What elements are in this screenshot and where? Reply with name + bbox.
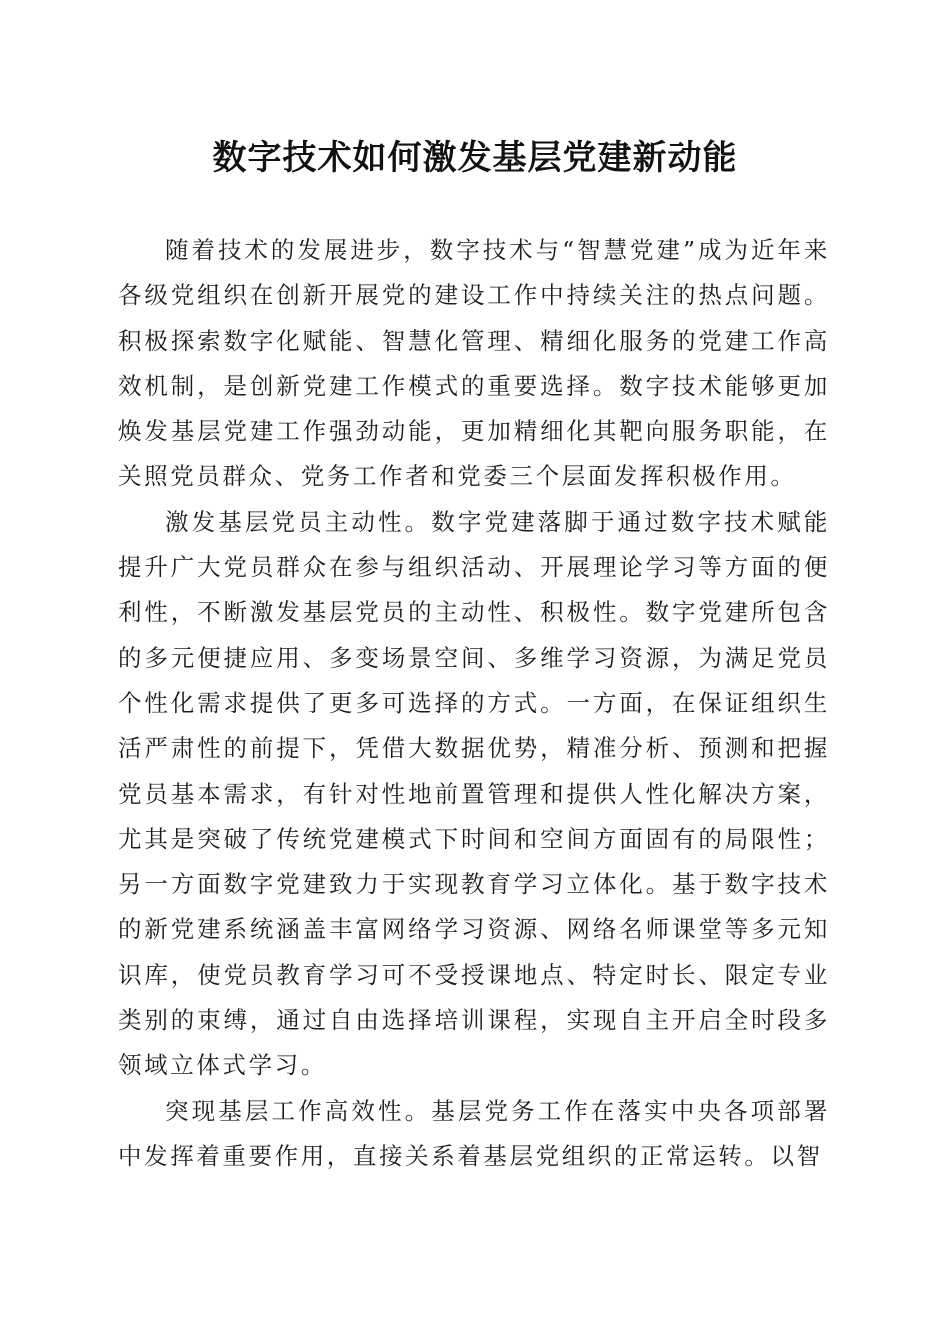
document-body <box>118 228 830 1179</box>
paragraph-party-member-initiative: 激发基层党员主动性。数字党建落脚于通过数字技术赋能提升广大党员群众在参与组织活动、开展理论学习等方面的便利性，不断激发基层党员的主动性、积极性。数字党建所包含的多元便捷应用、多变场景空间、多维学习资源，为满足党员个性化需求提供了更多可选择的方式。一方面，在保证组织生活严肃性的前提下，凭借大数据优势，精准分析、预测和把握党员基本需求，有针对性地前置管理和提供人性化解决方案，尤其是突破了传统党建模式下时间和空间方面固有的局限性；另一方面数字党建致力于实现教育学习立体化。基于数字技术的新党建系统涵盖丰富网络学习资源、网络名师课堂等多元知识库，使党员教育学习可不受授课地点、特定时长、限定专业类别的束缚，通过自由选择培训课程，实现自主开启全时段多领域立体式学习。 <box>118 507 830 1080</box>
paragraph-work-efficiency: 突现基层工作高效性。基层党务工作在落实中央各项部署中发挥着重要作用，直接关系着基层党组织的正常运转。以智 <box>118 1096 830 1170</box>
document-title: 数字技术如何激发基层党建新动能 <box>212 138 738 178</box>
paragraph-intro: 随着技术的发展进步，数字技术与“智慧党建”成为近年来各级党组织在创新开展党的建设工作中持续关注的热点问题。积极探索数字化赋能、智慧化管理、精细化服务的党建工作高效机制，是创新党建工作模式的重要选择。数字技术能够更加焕发基层党建工作强劲动能，更加精细化其靶向服务职能，在关照党员群众、党务工作者和党委三个层面发挥积极作用。 <box>118 236 830 491</box>
